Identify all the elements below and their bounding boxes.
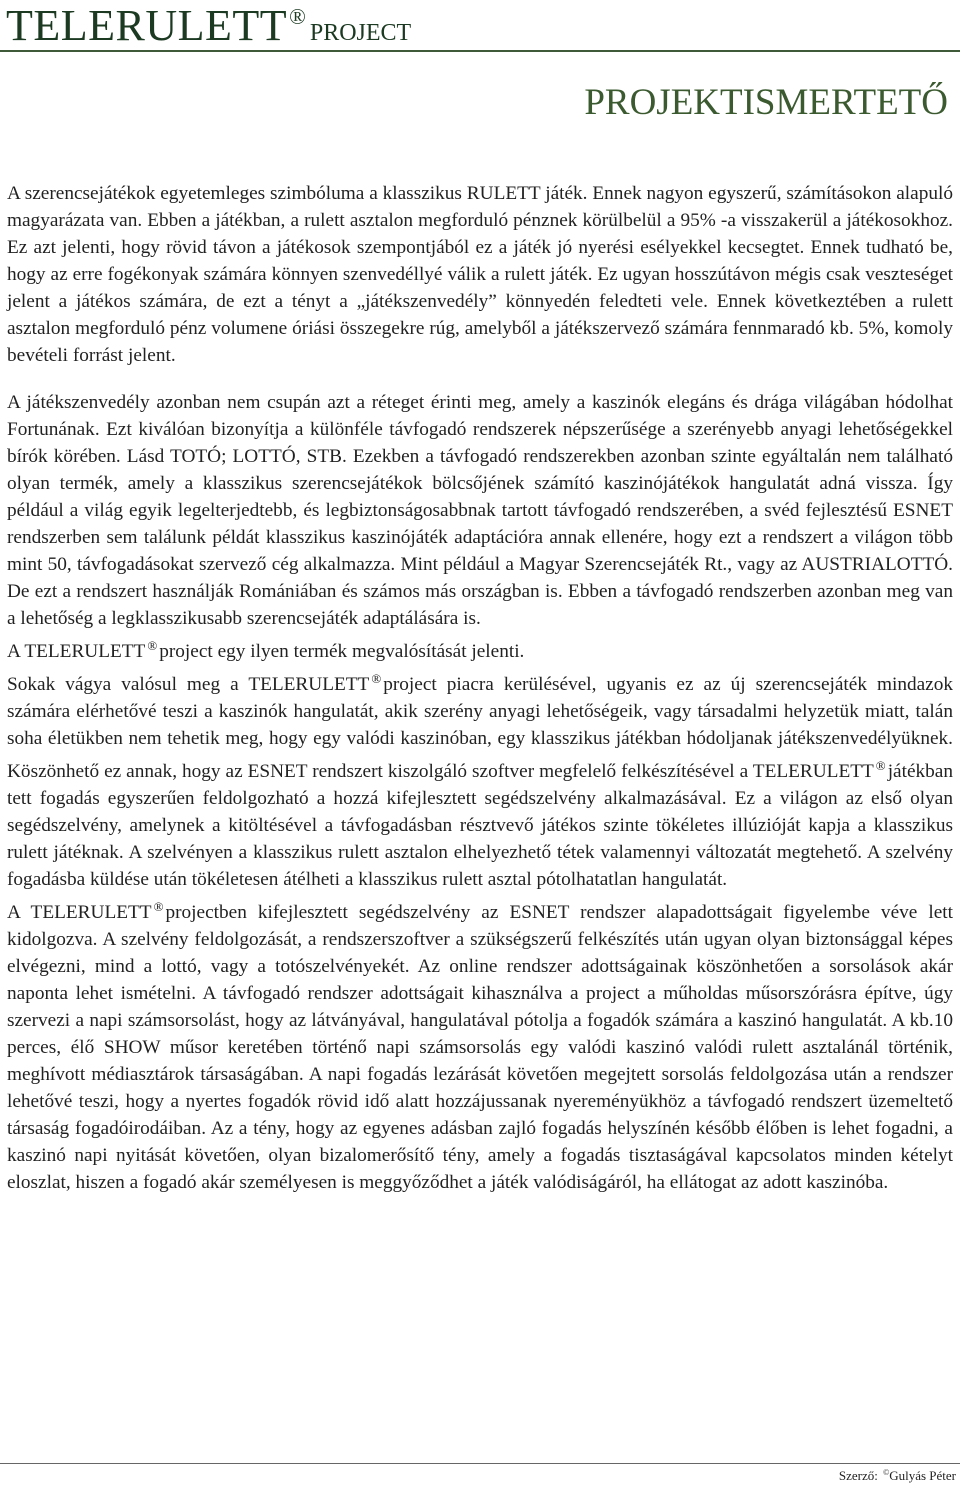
paragraph-wishes bbox=[7, 665, 953, 893]
paragraph-text: Sokak vágya valósul meg a TELERULETT bbox=[7, 674, 370, 695]
paragraph-text: A TELERULETT bbox=[7, 641, 146, 662]
paragraph-text: project piacra kerülésével, ugyanis ez az új szerencsejáték mindazok számára elérhetővé teszi a kaszinók hangulatát, akik szerény anyagi lehetőségeik, vagy társadalmi helyzetük miatt, talán soha életükben nem tehetik meg, hogy egy valódi kaszinóban, egy klasszikus játékban hódoljanak játékszenvedélyüknek. Köszönhető ez annak, hogy az ESNET rendszert kiszolgáló szoftver megfelelő felkészítésével a TELERULETT bbox=[7, 674, 954, 782]
copyright-icon: © bbox=[883, 1468, 890, 1477]
paragraph-market: A játékszenvedély azonban nem csupán azt a réteget érinti meg, amely a kaszinók elegáns és drága világában hódolhat Fortunának. Ezt kiválóan bizonyítja a különféle távfogadó rendszerek népszerűsége a szerényebb anyagi lehetőségekkel bírók körében. Lásd TOTÓ; LOTTÓ, STB. Ezekben a távfogadó rendszerekben azonban szinte egyáltalán nem található olyan termék, amely a klasszikus szerencsejátékok bölcsőjének számító kaszinójátékok hangulatát adná vissza. Így például a világ egyik legelterjedtebb, és legbiztonságosabbnak tartott távfogadó rendszerében, a svéd fejlesztésű ESNET rendszerben sem találunk példát klasszikus kaszinójáték adaptációra annak ellenére, hogy ezt a rendszert a világon több mint 50, távfogadásokat szervező cég alkalmazza. Mint például a Magyar Szerencsejáték Rt., vagy az AUSTRIALOTTÓ. De ezt a rendszert használják Romániában és számos más országban is. Ebben a távfogadó rendszerben azonban meg van a lehetőség a legklasszikusabb szerencsejáték adaptálására is. bbox=[7, 392, 953, 629]
header-subtitle: PROJECT bbox=[309, 20, 412, 46]
paragraph-intro: A szerencsejátékok egyetemleges szimbóluma a klasszikus RULETT játék. Ennek nagyon egyszerű, számításokon alapuló magyarázata van. Ebben a játékban, a rulett asztalon megforduló pénznek körülbelül a 95% -a visszakerül a játékosokhoz. Ez azt jelenti, hogy rövid távon a játékosok szempontjából ez a játék jó nyerési esélyekkel kecsegtet. Ennek tudható be, hogy az erre fogékonyak számára könnyen szenvedéllyé válik a rulett játék. Ez ugyan hosszútávon mégis csak veszteséget jelent a játékos számára, de ezt a tényt a „játékszenvedély” könnyedén feledteti vele. Ennek következtében a rulett asztalon megforduló pénz volumene óriási összegekre rúg, amelyből a játékszervező számára fennmaradó kb. 5%, komoly bevételi forrást jelent. bbox=[7, 183, 953, 366]
registered-mark-icon: ® bbox=[371, 671, 382, 686]
paragraph-text: projectben kifejlesztett segédszelvény az ESNET rendszer alapadottságait figyelembe véve lett kidolgozva. A szelvény feldolgozását, a rendszerszoftver a szükségszerű felkészítés után ugyan olyan biztonsággal képes elvégezni, mind a lottó, vagy a totószelvényekét. Az online rendszer adottságainak köszönhetően a sorsolások akár naponta lehet ismételni. A távfogadó rendszer adottságait kihasználva a project a műholdas műsorszórásra építve, úgy szervezi a napi számsorsolást, hogy az látványával, hangulatával pótolja a fogadók számára a kaszinó hangulatát. A kb.10 perces, élő SHOW műsor keretében történő napi számsorsolás egy valódi kaszinó valódi rulett asztalánál történik, meghívott médiasztárok társaságában. A napi fogadás lezárását követően megejtett sorsolás feldolgozása után a rendszer lehetővé teszi, hogy a nyertes fogadók rövid idő alatt hozzájussanak nyereményükhöz a távfogadó rendszert üzemeltető társaság fogadóirodáiban. Az a tény, hogy az egyenes adásban zajló fogadás helyszínén később élőben is lehet fogadni, a kaszinó napi nyitását követően, olyan bizalomerősítő tény, amely a fogadás tisztaságával kapcsolatos minden kételyt eloszlat, hiszen a fogadó akár személyesen is meggyőződhet a játék valódiságáról, ha ellátogat az adott kaszinóba. bbox=[7, 902, 953, 1193]
author-name: Gulyás Péter bbox=[889, 1468, 956, 1483]
registered-mark-icon: ® bbox=[153, 899, 164, 914]
page-footer bbox=[839, 1468, 956, 1484]
paragraph-text: project egy ilyen termék megvalósítását jelenti. bbox=[159, 641, 525, 662]
header-divider bbox=[0, 50, 960, 52]
paragraph-system bbox=[7, 893, 953, 1196]
brand-name: TELERULETT bbox=[6, 1, 288, 50]
registered-mark-icon: ® bbox=[147, 638, 158, 653]
paragraph-text: játékban tett fogadás egyszerűen feldolgozható a hozzá kifejlesztett segédszelvény alkalmazásával. Ez a világon az első olyan segédszelvény, amelynek a kitöltésével a távfogadásban résztvevő játékos szinte tökéletes illúzióját kapja a klasszikus rulett játéknak. A szelvényen a klasszikus rulett asztalon elhelyezhető tétek valamennyi változatát megtehető. A szelvény fogadásba küldése után tökéletesen átélheti a klasszikus rulett asztal pótolhatatlan hangulatát. bbox=[7, 761, 953, 890]
registered-mark-icon: ® bbox=[875, 758, 886, 773]
paragraph-project bbox=[7, 632, 953, 665]
page-header bbox=[6, 2, 411, 50]
paragraph-text: A TELERULETT bbox=[7, 902, 152, 923]
registered-mark-icon: ® bbox=[289, 4, 306, 29]
footer-divider bbox=[0, 1463, 960, 1464]
author-label: Szerző: bbox=[838, 1468, 878, 1483]
document-body bbox=[7, 180, 953, 1196]
document-title: PROJEKTISMERTETŐ bbox=[584, 82, 948, 123]
